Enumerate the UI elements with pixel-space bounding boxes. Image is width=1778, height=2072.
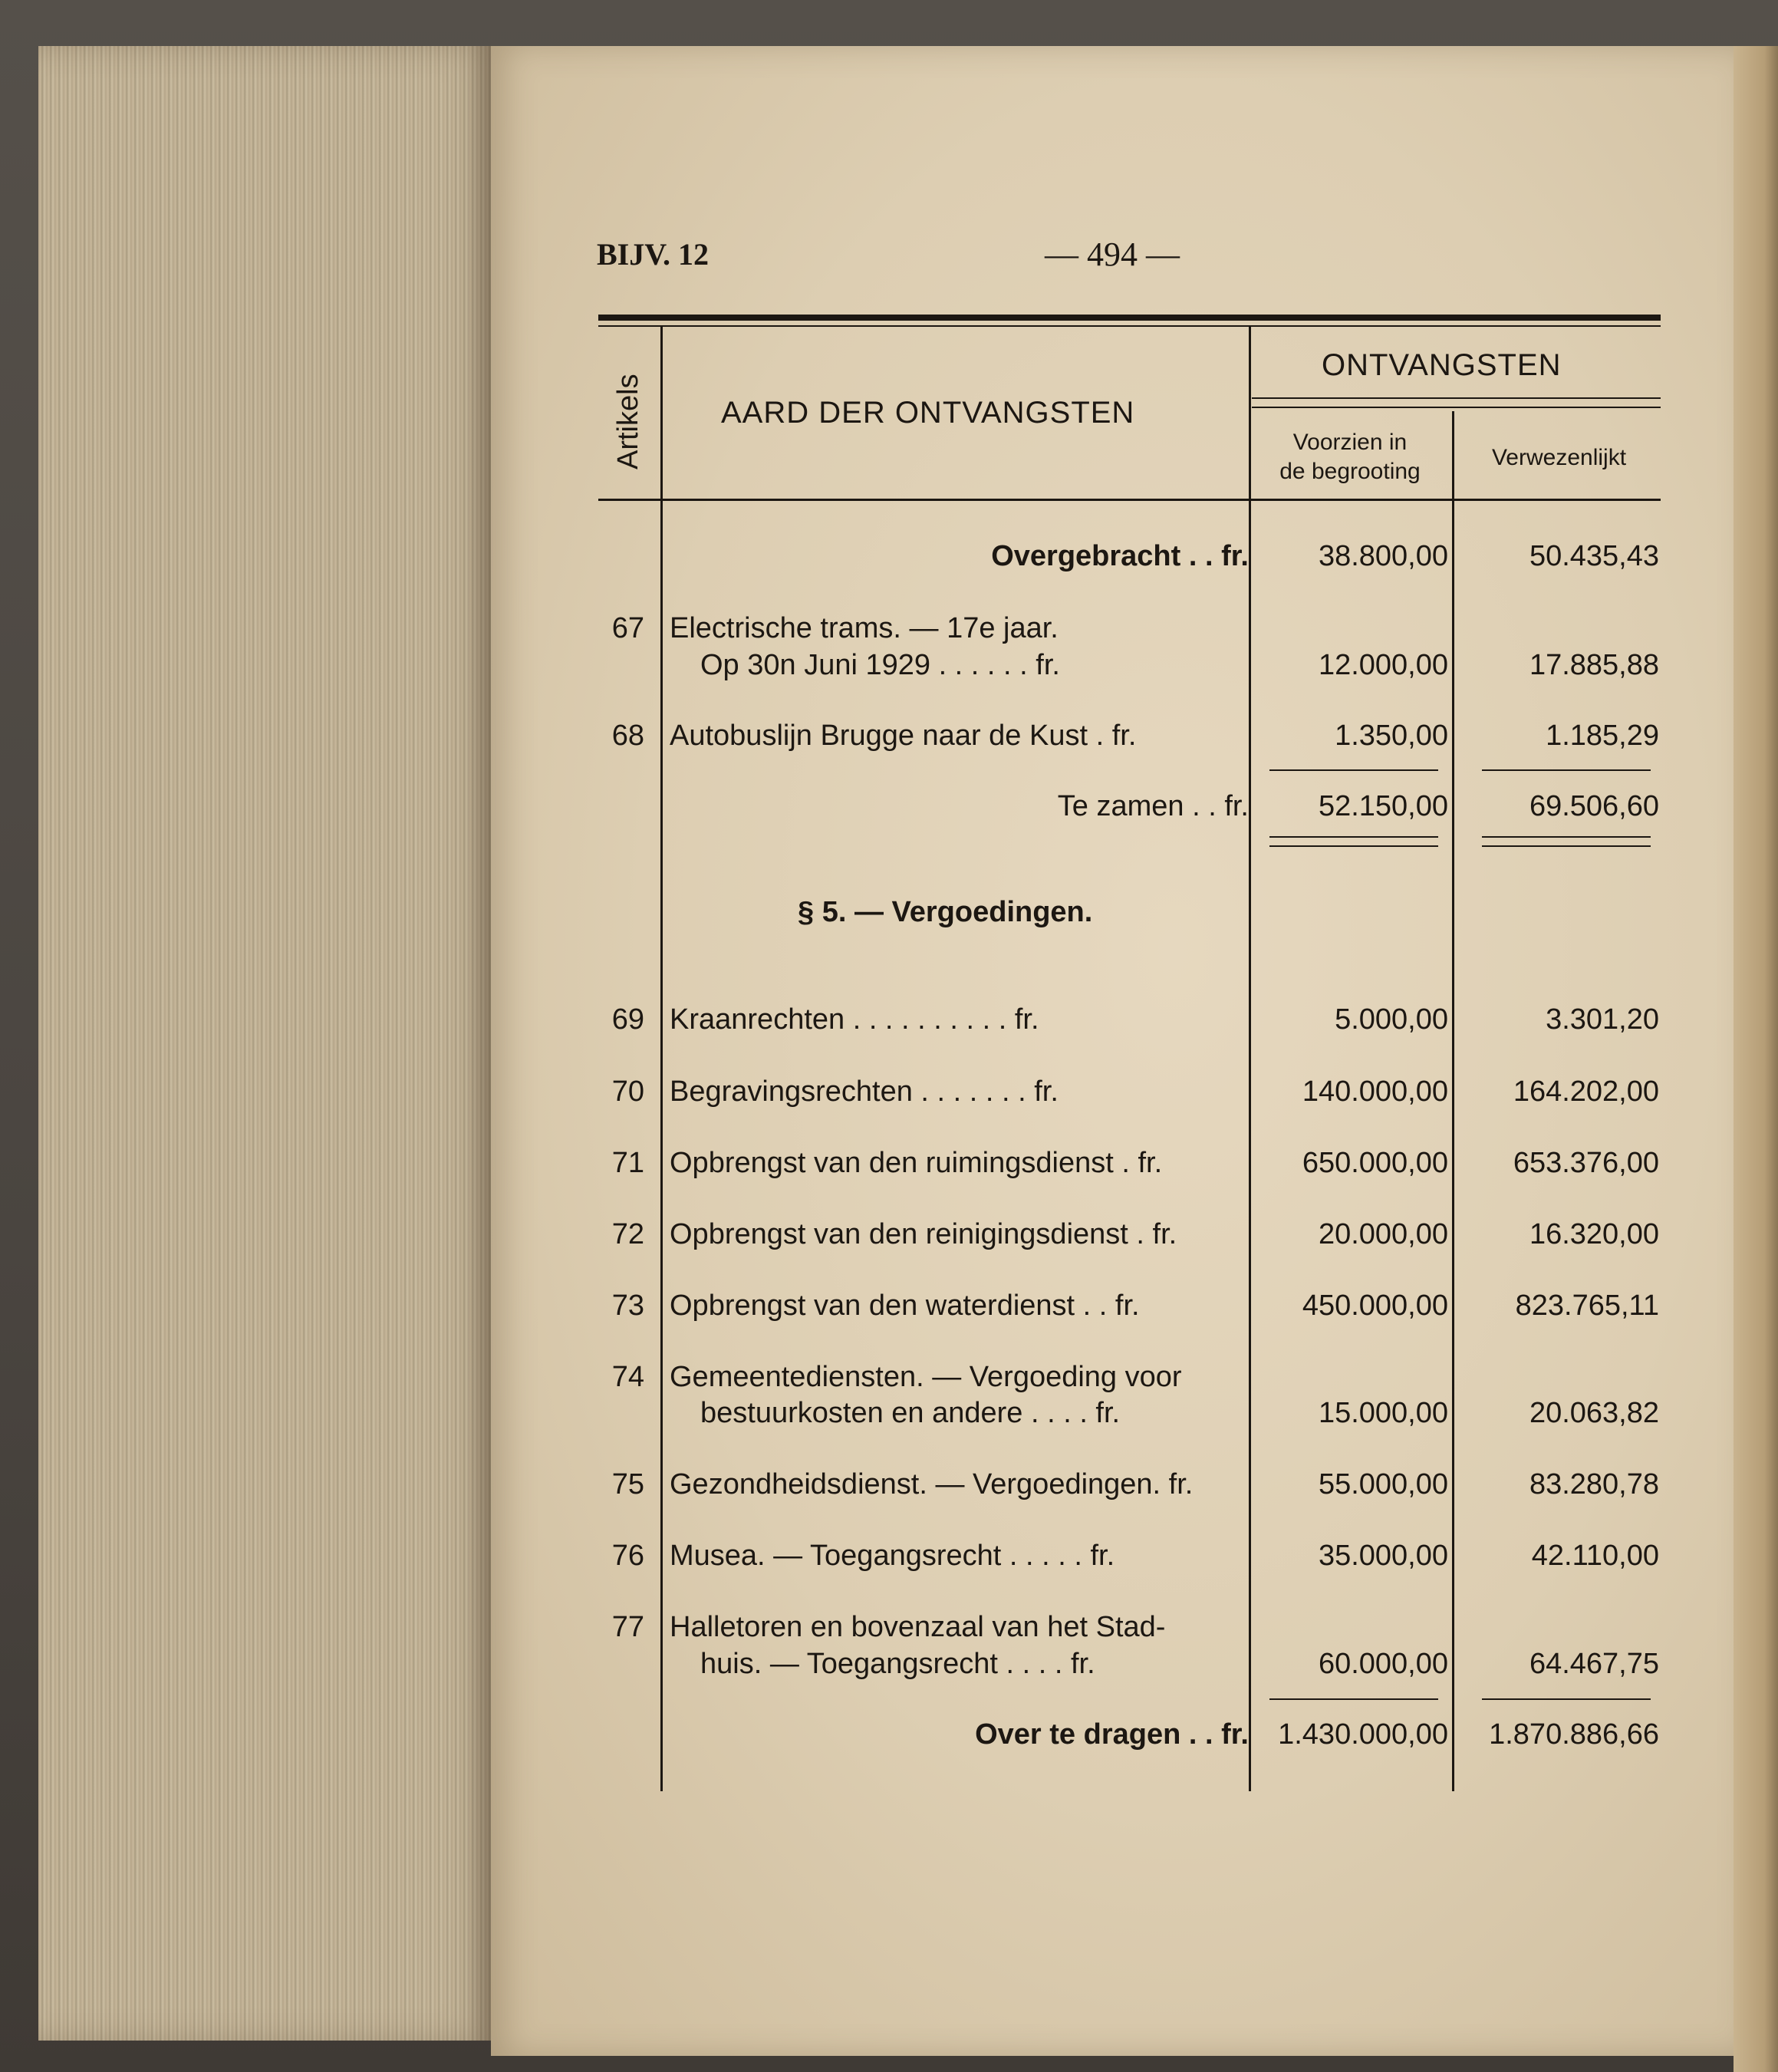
over-te-dragen-verwezenlijkt: 1.870.886,66 bbox=[1489, 1718, 1659, 1751]
row-verwezenlijkt: 17.885,88 bbox=[1529, 649, 1659, 681]
row-description: Gezondheidsdienst. — Vergoedingen. fr. bbox=[670, 1468, 1194, 1500]
row-verwezenlijkt: 164.202,00 bbox=[1513, 1076, 1659, 1108]
overgebracht-text: Overgebracht . . fr. bbox=[991, 540, 1249, 572]
row-description: Begravingsrechten . . . . . . . fr. bbox=[670, 1076, 1059, 1108]
subtotal-rule-verwezenlijkt bbox=[1482, 769, 1651, 771]
carryover-rule-verwezenlijkt bbox=[1482, 1698, 1651, 1700]
row-description: Electrische trams. — 17e jaar. bbox=[670, 612, 1059, 644]
article-number: 73 bbox=[611, 1290, 644, 1322]
row-verwezenlijkt: 20.063,82 bbox=[1529, 1397, 1659, 1429]
row-description: Opbrengst van den reinigingsdienst . fr. bbox=[670, 1218, 1177, 1250]
column-header-ontvangsten: ONTVANGSTEN bbox=[1322, 348, 1562, 382]
voorzien-line-1: Voorzien in bbox=[1292, 430, 1408, 455]
column-header-verwezenlijkt: Verwezenlijkt bbox=[1491, 445, 1627, 470]
article-number: 68 bbox=[611, 720, 644, 752]
te-zamen-label: Te zamen . . fr. bbox=[1057, 790, 1249, 822]
article-number: 74 bbox=[611, 1361, 644, 1393]
row-voorzien: 140.000,00 bbox=[1302, 1076, 1448, 1108]
te-zamen-voorzien: 52.150,00 bbox=[1318, 790, 1448, 822]
top-rule-thick bbox=[598, 315, 1661, 321]
row-verwezenlijkt: 16.320,00 bbox=[1529, 1218, 1659, 1250]
row-description-line2: huis. — Toegangsrecht . . . . fr. bbox=[700, 1648, 1095, 1680]
overgebracht-voorzien: 38.800,00 bbox=[1318, 540, 1448, 572]
header-bottom-rule bbox=[598, 499, 1661, 501]
body-divider-aard bbox=[1249, 501, 1251, 1791]
right-page-edge bbox=[1734, 46, 1778, 2072]
row-description: Halletoren en bovenzaal van het Stad- bbox=[670, 1611, 1166, 1643]
article-number: 77 bbox=[611, 1611, 644, 1643]
page-stack-edges bbox=[38, 46, 499, 2041]
row-description: Opbrengst van den waterdienst . . fr. bbox=[670, 1290, 1140, 1322]
top-rule-thin bbox=[598, 325, 1661, 327]
row-description-line2: Op 30n Juni 1929 . . . . . . fr. bbox=[700, 649, 1060, 681]
row-voorzien: 55.000,00 bbox=[1318, 1468, 1448, 1500]
column-header-voorzien bbox=[1258, 428, 1442, 486]
body-divider-art bbox=[660, 501, 663, 1791]
row-voorzien: 1.350,00 bbox=[1335, 720, 1448, 752]
row-description: Opbrengst van den ruimingsdienst . fr. bbox=[670, 1147, 1163, 1179]
carryover-rule-voorzien bbox=[1269, 1698, 1438, 1700]
row-verwezenlijkt: 42.110,00 bbox=[1531, 1540, 1659, 1572]
over-te-dragen-text: Over te dragen . . fr. bbox=[975, 1718, 1249, 1751]
row-description: Kraanrechten . . . . . . . . . . fr. bbox=[670, 1003, 1039, 1036]
article-number: 70 bbox=[611, 1076, 644, 1108]
section-title: § 5. — Vergoedingen. bbox=[798, 896, 1093, 928]
header-divider-aard bbox=[1249, 327, 1251, 499]
page-number: — 494 — bbox=[1045, 236, 1180, 273]
row-verwezenlijkt: 64.467,75 bbox=[1529, 1648, 1659, 1680]
te-zamen-verwezenlijkt: 69.506,60 bbox=[1529, 790, 1659, 822]
row-verwezenlijkt: 1.185,29 bbox=[1546, 720, 1659, 752]
row-verwezenlijkt: 3.301,20 bbox=[1546, 1003, 1659, 1036]
row-verwezenlijkt: 823.765,11 bbox=[1515, 1290, 1659, 1322]
over-te-dragen-label bbox=[667, 1720, 1249, 1749]
row-voorzien: 15.000,00 bbox=[1318, 1397, 1448, 1429]
total-double-rule-verwezenlijkt bbox=[1482, 836, 1651, 847]
article-number: 75 bbox=[611, 1468, 644, 1500]
row-description-line2: bestuurkosten en andere . . . . fr. bbox=[700, 1397, 1121, 1429]
header-divider-art bbox=[660, 327, 663, 499]
column-header-aard: AARD DER ONTVANGSTEN bbox=[721, 396, 1135, 430]
article-number: 76 bbox=[611, 1540, 644, 1572]
total-double-rule-voorzien bbox=[1269, 836, 1438, 847]
row-voorzien: 650.000,00 bbox=[1302, 1147, 1448, 1179]
row-description: Autobuslijn Brugge naar de Kust . fr. bbox=[670, 720, 1137, 752]
article-number: 72 bbox=[611, 1218, 644, 1250]
appendix-label: BIJV. 12 bbox=[597, 237, 709, 272]
book-page bbox=[491, 46, 1734, 2056]
ontvangsten-rule-2 bbox=[1252, 407, 1661, 408]
overgebracht-verwezenlijkt: 50.435,43 bbox=[1529, 540, 1659, 572]
column-header-artikels: Artikels bbox=[612, 374, 644, 469]
row-description: Musea. — Toegangsrecht . . . . . fr. bbox=[670, 1540, 1115, 1572]
over-te-dragen-voorzien: 1.430.000,00 bbox=[1278, 1718, 1448, 1751]
article-number: 69 bbox=[611, 1003, 644, 1036]
article-number: 71 bbox=[611, 1147, 644, 1179]
row-voorzien: 5.000,00 bbox=[1335, 1003, 1448, 1036]
row-voorzien: 35.000,00 bbox=[1318, 1540, 1448, 1572]
body-divider-voorzien bbox=[1452, 501, 1454, 1791]
row-verwezenlijkt: 653.376,00 bbox=[1513, 1147, 1659, 1179]
header-divider-sub bbox=[1452, 411, 1454, 499]
subtotal-rule-voorzien bbox=[1269, 769, 1438, 771]
row-verwezenlijkt: 83.280,78 bbox=[1529, 1468, 1659, 1500]
row-voorzien: 12.000,00 bbox=[1318, 649, 1448, 681]
row-voorzien: 60.000,00 bbox=[1318, 1648, 1448, 1680]
ontvangsten-rule-1 bbox=[1252, 397, 1661, 399]
article-number: 67 bbox=[611, 612, 644, 644]
overgebracht-label bbox=[667, 542, 1249, 571]
row-voorzien: 20.000,00 bbox=[1318, 1218, 1448, 1250]
row-voorzien: 450.000,00 bbox=[1302, 1290, 1448, 1322]
row-description: Gemeentediensten. — Vergoeding voor bbox=[670, 1361, 1182, 1393]
voorzien-line-2: de begrooting bbox=[1279, 458, 1421, 484]
